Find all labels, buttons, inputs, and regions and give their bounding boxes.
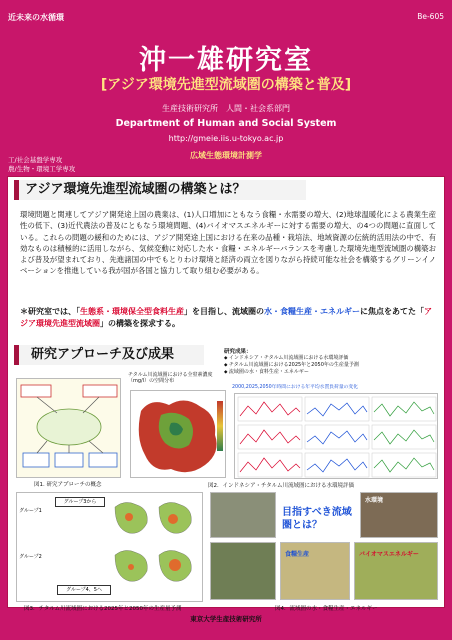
research-item: ◆ インドネシア・チタルム川流域圏における水環境評価 (224, 355, 359, 362)
research-results-list (224, 355, 359, 377)
group45-box: グループ4、5へ (57, 585, 111, 595)
affiliation-2: 農/生物・環境工学専攻 (8, 165, 76, 173)
load-graphs-graphic (235, 394, 438, 479)
department-en: Department of Human and Social System (115, 118, 337, 129)
figure-1-concept-diagram (16, 378, 121, 478)
research-item: ◆ 流域圏の水・食料生産・エネルギー (224, 369, 359, 376)
figure-3-yield-projection (16, 492, 203, 602)
series-label: 近未来の水循環 (8, 13, 64, 22)
label-water-environment: 水環境 (365, 497, 384, 504)
goal-highlight-ecosystem: 生態系・環境保全型食料生産 (80, 307, 184, 316)
figure-2-map (130, 390, 226, 478)
affiliation-1: 工/社会基盤学専攻 (8, 156, 63, 164)
figure-2-map-title: チタルム川流域圏における全窒素濃度（mg/l）の空間分布 (128, 372, 213, 384)
figure-4-caption: 図4．流域圏の水・食糧生産・エネルギー (275, 606, 378, 612)
research-item: ◆ チタルム川流域圏における2025年と2050年の生産量予測 (224, 362, 359, 369)
figure-4-photo-meeting (210, 492, 276, 538)
figure-4-photo-biomass (354, 542, 438, 600)
goal-text-4: 」の構築を探求する。 (100, 319, 180, 328)
figure-1-caption: 図1. 研究アプローチの概念 (34, 482, 102, 488)
goal-text-3: に焦点をあてた「 (360, 307, 424, 316)
figure-4-callout: 目指すべき流域圏とは？ (282, 507, 352, 531)
concept-diagram-graphic (17, 379, 121, 478)
group1-label: グループ1 (19, 508, 42, 514)
goal-text-1: ＊研究室では、「 (20, 307, 80, 316)
research-goal (20, 306, 436, 330)
section1-heading: アジア環境先進型流域圏の構築とは？ (14, 180, 306, 200)
lab-subtitle: [アジア環境先進型流域圏の構築と普及] (100, 77, 352, 93)
yield-maps-graphic (111, 497, 201, 597)
figure-4-photo-food (280, 542, 350, 600)
figure-2-graph-title: 2000,2025,2050年時間における年平均水質負荷量の変化 (232, 385, 359, 390)
goal-highlight-basin: アジア環境先進型流域圏 (20, 307, 432, 328)
nitrogen-map-graphic (131, 391, 226, 478)
group2-label: グループ2 (19, 554, 42, 560)
group3-box: グループ3から (55, 497, 105, 507)
figure-3-caption: 図3．チタルム川流域圏における2025年と2050年の生産量予測 (24, 606, 182, 612)
lab-name: 広域生態環境計測学 (190, 151, 262, 160)
research-results-heading: 研究成果： (224, 349, 252, 355)
goal-text-2: 」を目指し、流域圏の (184, 307, 264, 316)
label-biomass-energy: バイオマスエネルギー (359, 551, 419, 558)
figure-2-graphs (234, 393, 438, 479)
figure-4-photo-people (210, 542, 276, 600)
figure-2-caption: 図2．インドネシア・チタルム川流域圏における水環境評価 (208, 483, 354, 489)
footer-institute: 東京大学生産技術研究所 (190, 615, 262, 623)
figure-4-photo-water (360, 492, 438, 538)
lab-url[interactable]: http://gmeie.iis.u-tokyo.ac.jp (168, 134, 284, 143)
goal-highlight-wfe: 水・食糧生産・エネルギー (264, 307, 360, 316)
lab-title: 沖一雄研究室 (139, 45, 313, 76)
poster-code: Be-605 (417, 12, 444, 21)
section1-body: 環境問題と関連してアジア開発途上国の農業は、(1)人口増加にともなう食糧・水需要の増大、(2)地球温暖化による農業生産性の低下、(3)近代農法の普及にともなう環境問題、(4)バイオマスエネルギーに対する需要の増大、の4つの問題に直面している。これらの問題の緩和のためには、アジア開発途上国における在来の品種・栽培法、地域資源の伝統的活用法の中で、有効なものは積極的に活用しながら、気候変動に対応した水・食糧・エネルギーバランスを考慮した環境先進型流域圏の構築および普及が望まれており、先進諸国の中でもとりわけ環境と経済の両立を図りながら持続可能な社会を構築するグリーンイノベーションを推進している我が国が各国と協力して取り組む必要がある。 (20, 210, 436, 276)
section2-heading: 研究アプローチ及び成果 (14, 345, 204, 365)
label-food-production: 食糧生産 (285, 551, 310, 558)
department-jp: 生産技術研究所 人間・社会系部門 (162, 104, 290, 113)
